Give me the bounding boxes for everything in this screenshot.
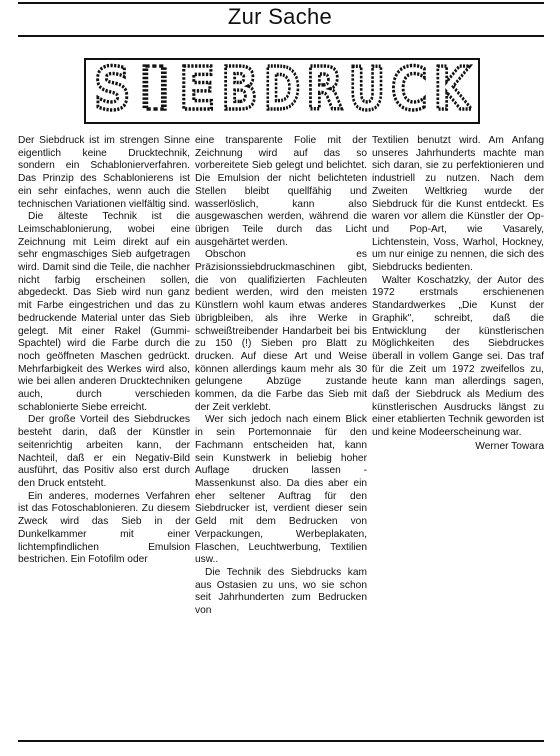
headline-letter: E [178,54,216,124]
section-title: Zur Sache [227,4,333,29]
headline-letter: B [221,54,258,124]
headline-letter: D [263,54,301,124]
headline-logo [94,54,472,124]
headline-letter: U [348,54,386,124]
paragraph: Wer sich jedoch nach einem Blick in sein Portemonnaie für den Fachmann entscheiden hat, kann sein Kunstwerk in beliebig hoher Auflage drucken lassen - Massenkunst also. Da dies aber ein eher seltener Auftrag für den Siebdrucker ist, verdient dieser sein Geld mit dem Bedrucken von Verpackungen, Werbeplakaten, Flaschen, Leuchtwerbung, Textilien usw.. [195,414,367,566]
paragraph: Der große Vorteil des Siebdruckes besteht darin, daß der Künstler seitenrichtig arbeiten kann, der Nachteil, daß er ein Negativ-Bild ausführt, das Positiv also erst durch den Druck entsteht. [18,414,190,489]
column-1 [18,135,190,735]
bottom-rule [18,740,544,742]
paragraph: Obschon es Präzisionssiebdruckmaschinen gibt, die von qualifizierten Fachleuten bedient werden, wird den meisten Künstlern wohl kaum etwas anderes übrigbleiben, als ihre Werke in schweißtreibender Handarbeit bei bis zu 150 (!) Sieben pro Blatt zu drucken. Auf diese Art und Weise können allerdings kaum mehr als 30 gelungene Abzüge zustande kommen, da die Farbe das Sieb mit der Zeit verklebt. [195,249,367,413]
headline-box [84,54,480,124]
headline-letter: C [391,54,428,124]
column-3 [372,135,544,735]
paragraph: Ein anderes, modernes Verfahren ist das Fotoschablonieren. Zu diesem Zweck wird das Sieb in der Dunkelkammer mit einer lichtempfindlichen Emulsion bestrichen. Ein Fotofilm oder [18,490,190,566]
headline-letter: S [94,54,131,124]
paragraph: Die Technik des Siebdrucks kam aus Ostasien zu uns, wo sie schon seit Jahrhunderten zum Bedrucken von [195,566,367,617]
column-2 [195,135,367,735]
headline-letter: I [136,54,173,124]
article-body [18,135,544,735]
paragraph: Walter Koschatzky, der Autor des 1972 erstmals erschienenen Standardwerkes „Die Kunst der Graphik", schreibt, daß die Entwicklung der künstlerischen Möglichkeiten des Siebdruckes überall in vollem Gange sei. Das traf für die Zeit um 1972 zweifellos zu, heute kann man allerdings sagen, daß der Siebdruck als Medium des künstlerischen Ausdrucks längst zu einer etablierten Technik geworden ist und keine Modeerscheinung war. [372,274,544,439]
headline-letter: K [433,54,472,124]
author-signature: Werner Towara [475,440,544,452]
paragraph: Der Siebdruck ist im strengen Sinne eigentlich keine Drucktechnik, sondern ein Schablonierverfahren. Das Prinzip des Schablonierens ist ein sehr einfaches, wenn auch die technischen Variationen vielfältig sind. [18,135,190,210]
paragraph: Die älteste Technik ist die Leimschablonierung, wobei eine Zeichnung mit Leim direkt auf ein sehr engmaschiges Sieb aufgetragen wird. Damit sind die Teile, die nachher nicht farbig erscheinen sollen, abgedeckt. Das Sieb wird nun ganz mit Farbe eingestrichen und das zu bedruckende Material unter das Sieb gelegt. Mit einer Rakel (Gummi-Spachtel) wird die Farbe durch die noch geöffneten Maschen gedrückt. Mehrfarbigkeit des Werkes wird also, wie bei allen anderen Drucktechniken auch, durch verschieden schablonierte Siebe erreicht. [18,211,190,413]
paragraph: Textilien benutzt wird. Am Anfang unseres Jahrhunderts machte man sich daran, sie zu perfektionieren und industriell zu nutzen. Nach dem Zweiten Weltkrieg wurde der Siebdruck für die Kunst entdeckt. Es waren vor allem die Künstler der Op- und Pop-Art, wie Vasarely, Lichtenstein, Voss, Warhol, Hockney, um nur einige zu nennen, die sich des Siebdrucks bedienten. [372,135,544,274]
headline-letter: R [306,54,343,124]
paragraph: eine transparente Folie mit der Zeichnung wird auf das so vorbereitete Sieb gelegt und belichtet. Die Emulsion der nicht belichteten Stellen bleibt quellfähig und wasserlöslich, kann also ausgewaschen werden, während die übrigen Teile durch das Licht ausgehärtet werden. [195,135,367,248]
title-rule [18,35,544,37]
